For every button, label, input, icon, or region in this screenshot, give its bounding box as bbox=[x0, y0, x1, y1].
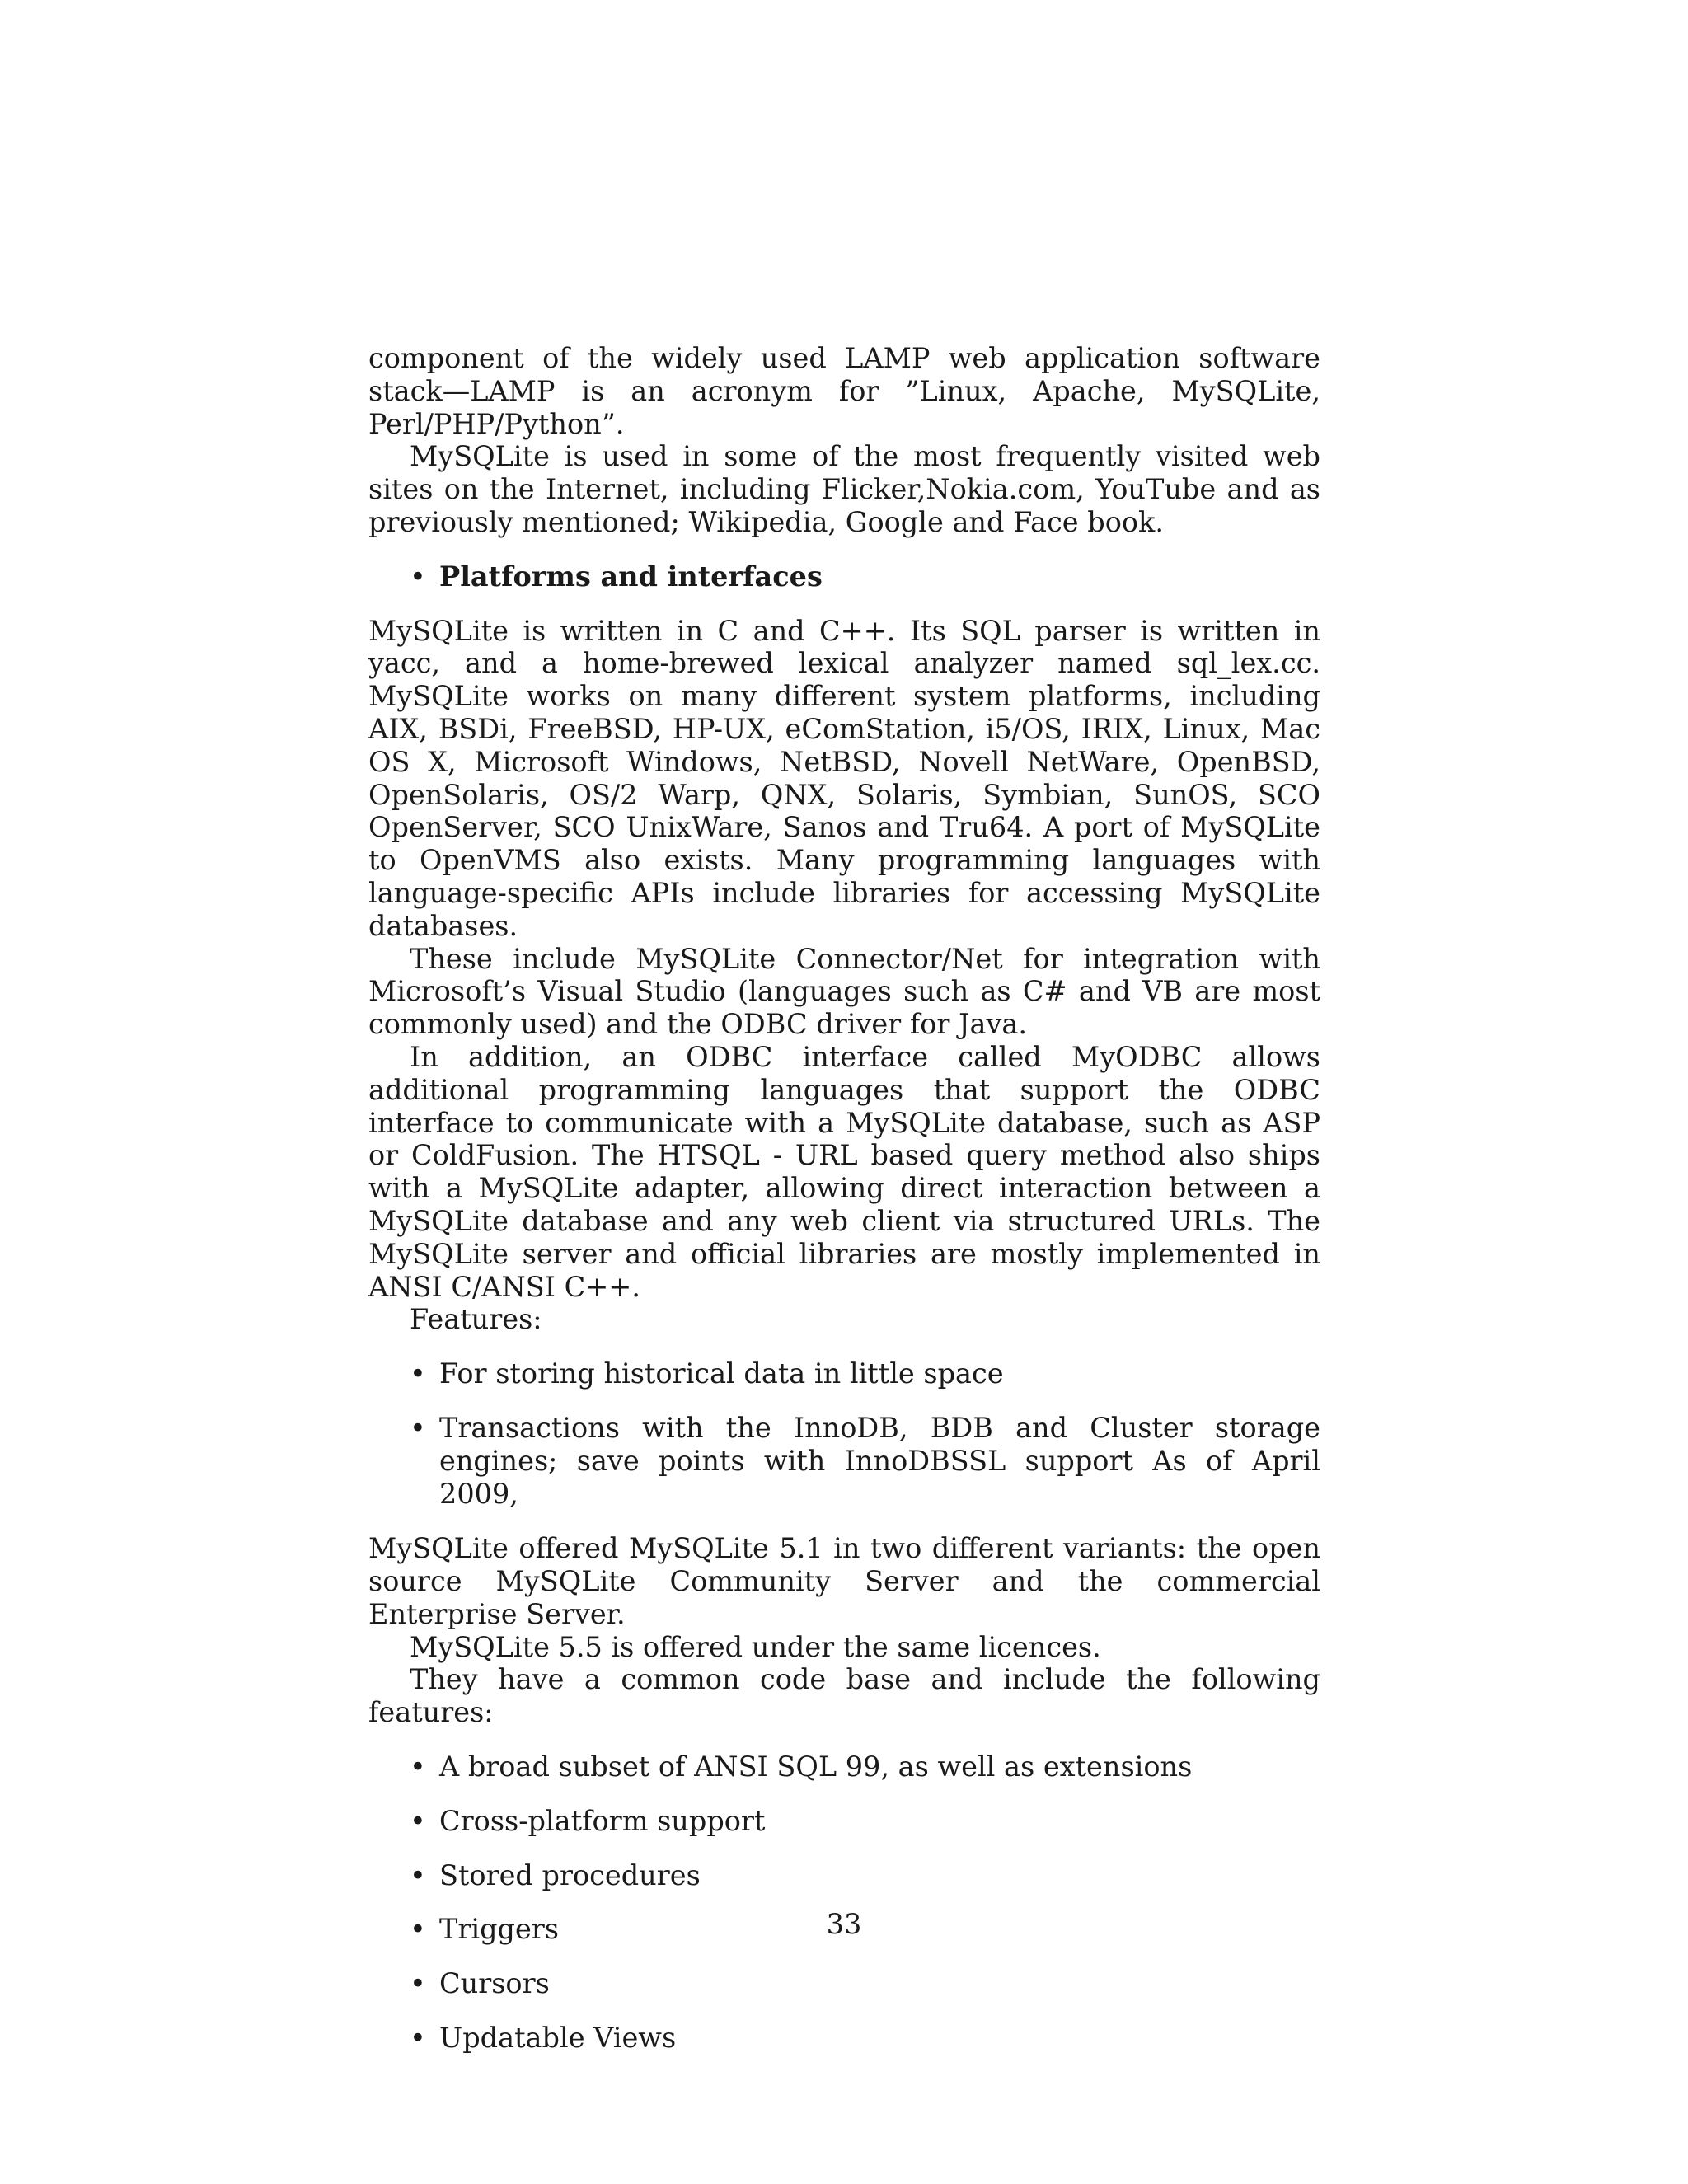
list-item-text: For storing historical data in little space bbox=[439, 1357, 1004, 1390]
paragraph-websites: MySQLite is used in some of the most frequently visited web sites on the Internet, including Flicker,Nokia.com, YouTube and as previously mentioned; Wikipedia, Google and Face book. bbox=[368, 440, 1320, 538]
list-item bbox=[368, 1357, 1320, 1390]
list-item-text: A broad subset of ANSI SQL 99, as well as extensions bbox=[439, 1750, 1193, 1783]
list-item-text: Transactions with the InnoDB, BDB and Cluster storage engines; save points with InnoDBSSL support As of April 2009, bbox=[439, 1411, 1320, 1510]
list-item bbox=[368, 1805, 1320, 1838]
bullet-icon: • bbox=[410, 1357, 426, 1390]
page-number: 33 bbox=[826, 1908, 862, 1940]
bullet-icon: • bbox=[410, 1411, 426, 1444]
list-item bbox=[368, 2022, 1320, 2055]
paragraph-features-label: Features: bbox=[410, 1303, 542, 1336]
section-heading-list bbox=[368, 560, 1320, 593]
common-features-list bbox=[368, 1750, 1320, 2055]
list-item bbox=[368, 1859, 1320, 1892]
bullet-icon: • bbox=[410, 560, 426, 593]
bullet-icon: • bbox=[410, 1804, 426, 1837]
bullet-icon: • bbox=[410, 1967, 426, 2000]
list-item bbox=[368, 1967, 1320, 2000]
features-list bbox=[368, 1357, 1320, 1510]
paragraph-lamp: component of the widely used LAMP web application software stack—LAMP is an acronym for ”Linux, Apache, MySQLite, Perl/PHP/Python”. bbox=[368, 342, 1320, 440]
bullet-icon: • bbox=[410, 1858, 426, 1891]
page-body bbox=[368, 342, 1320, 2055]
paragraph-codebase: They have a common code base and include the following features: bbox=[368, 1663, 1320, 1729]
list-item-text: Cross-platform support bbox=[439, 1804, 766, 1837]
paragraph-odbc: In addition, an ODBC interface called MyODBC allows additional programming languages that support the ODBC interface to communicate with a MySQLite database, such as ASP or ColdFusion. The HTSQL - URL based query method also ships with a MySQLite adapter, allowing direct interaction between a MySQLite database and any web client via structured URLs. The MySQLite server and official libraries are mostly implemented in ANSI C/ANSI C++. bbox=[368, 1040, 1320, 1303]
paragraph-platforms: MySQLite is written in C and C++. Its SQL parser is written in yacc, and a home-brewed lexical analyzer named sql_lex.cc. MySQLite works on many different system platforms, including AIX, BSDi, FreeBSD, HP-UX, eComStation, i5/OS, IRIX, Linux, Mac OS X, Microsoft Windows, NetBSD, Novell NetWare, OpenBSD, OpenSolaris, OS/2 Warp, QNX, Solaris, Symbian, SunOS, SCO OpenServer, SCO UnixWare, Sanos and Tru64. A port of MySQLite to OpenVMS also exists. Many programming languages with language-specific APIs include libraries for accessing MySQLite databases. bbox=[368, 614, 1320, 942]
list-item-text: Triggers bbox=[439, 1913, 559, 1946]
list-item-text: Stored procedures bbox=[439, 1858, 701, 1891]
list-item-text: Updatable Views bbox=[439, 2022, 677, 2055]
list-item-text: Cursors bbox=[439, 1967, 550, 2000]
bullet-icon: • bbox=[410, 2022, 426, 2055]
paragraph-connectors: These include MySQLite Connector/Net for integration with Microsoft’s Visual Studio (languages such as C# and VB are most commonly used) and the ODBC driver for Java. bbox=[368, 942, 1320, 1041]
bullet-icon: • bbox=[410, 1750, 426, 1783]
list-item bbox=[368, 1750, 1320, 1783]
bullet-icon: • bbox=[410, 1913, 426, 1946]
section-heading-item bbox=[368, 560, 1320, 593]
section-heading: Platforms and interfaces bbox=[439, 560, 823, 593]
list-item bbox=[368, 1412, 1320, 1510]
paragraph-variants: MySQLite offered MySQLite 5.1 in two different variants: the open source MySQLite Community Server and the commercial Enterprise Server. bbox=[368, 1532, 1320, 1630]
paragraph-licences: MySQLite 5.5 is offered under the same licences. bbox=[410, 1630, 1101, 1663]
